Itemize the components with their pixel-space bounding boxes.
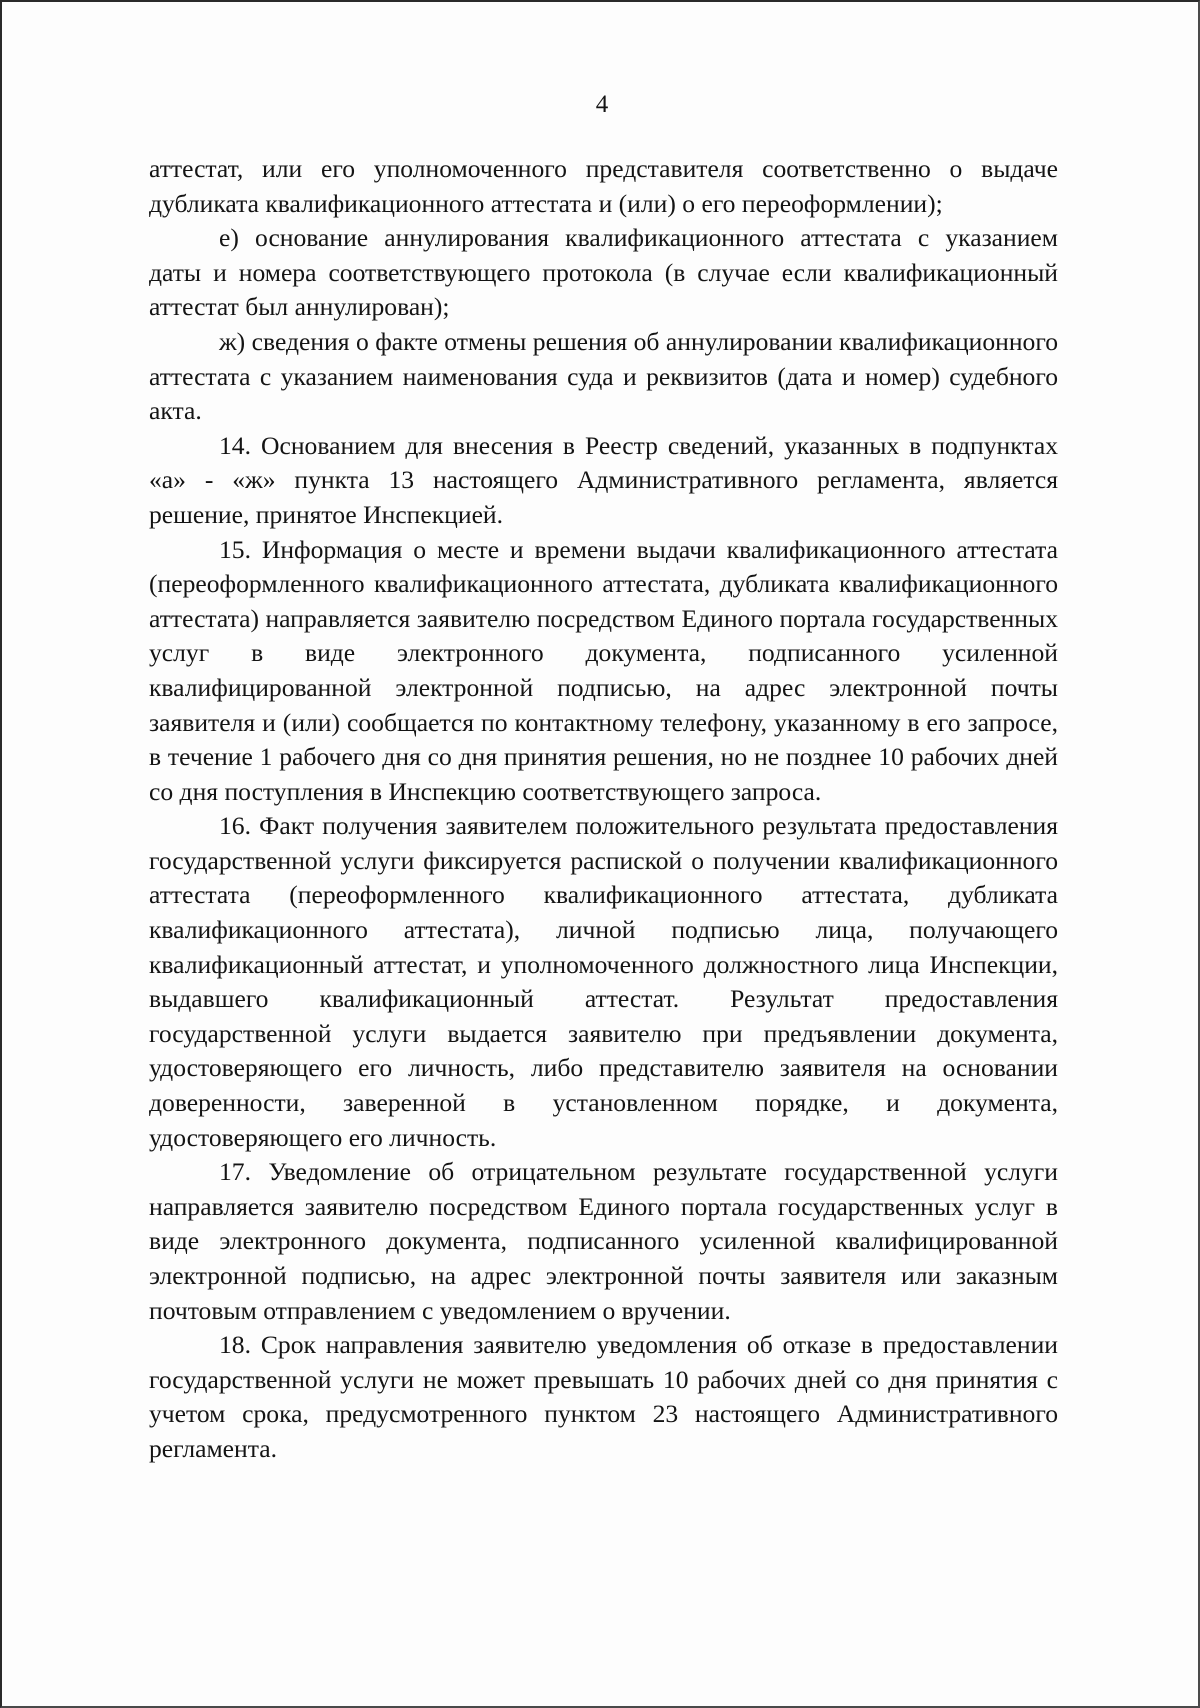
- paragraph-15: 15. Информация о месте и времени выдачи квалификационного аттестата (переоформленного квалификационного аттестата, дубликата квалификационного аттестата) направляется заявителю посредством Единого портала государственных услуг в виде электронного документа, подписанного усиленной квалифицированной электронной подписью, на адрес электронной почты заявителя и (или) сообщается по контактному телефону, указанному в его запросе, в течение 1 рабочего дня со дня принятия решения, но не позднее 10 рабочих дней со дня поступления в Инспекцию соответствующего запроса.: [149, 534, 1058, 806]
- page-number: 4: [595, 91, 609, 118]
- paragraph-16: 16. Факт получения заявителем положительного результата предоставления государственной услуги фиксируется распиской о получении квалификационного аттестата (переоформленного квалификационного аттестата, дубликата квалификационного аттестата), личной подписью лица, получающего квалификационный аттестат, и уполномоченного должностного лица Инспекции, выдавшего квалификационный аттестат. Результат предоставления государственной услуги выдается заявителю при предъявлении документа, удостоверяющего его личность, либо представителю заявителя на основании доверенности, заверенной в установленном порядке, и документа, удостоверяющего его личность.: [149, 811, 1058, 1152]
- paragraph-13e: е) основание аннулирования квалификационного аттестата с указанием даты и номера соответствующего протокола (в случае если квалификационный аттестат был аннулирован);: [149, 223, 1058, 322]
- paragraph-14: 14. Основанием для внесения в Реестр сведений, указанных в подпунктах «а» - «ж» пункта 13 настоящего Административного регламента, является решение, принятое Инспекцией.: [149, 430, 1058, 529]
- document-body: [149, 152, 1058, 1467]
- paragraph-13zh: ж) сведения о факте отмены решения об аннулировании квалификационного аттестата с указанием наименования суда и реквизитов (дата и номер) судебного акта.: [149, 326, 1058, 426]
- paragraph-cont-13d: аттестат, или его уполномоченного представителя соответственно о выдаче дубликата квалификационного аттестата и (или) о его переоформлении);: [149, 154, 1058, 218]
- paragraph-18: 18. Срок направления заявителю уведомления об отказе в предоставлении государственной услуги не может превышать 10 рабочих дней со дня принятия с учетом срока, предусмотренного пунктом 23 настоящего Административного регламента.: [149, 1330, 1058, 1463]
- paragraph-17: 17. Уведомление об отрицательном результате государственной услуги направляется заявителю посредством Единого портала государственных услуг в виде электронного документа, подписанного усиленной квалифицированной электронной подписью, на адрес электронной почты заявителя или заказным почтовым отправлением с уведомлением о вручении.: [149, 1157, 1058, 1325]
